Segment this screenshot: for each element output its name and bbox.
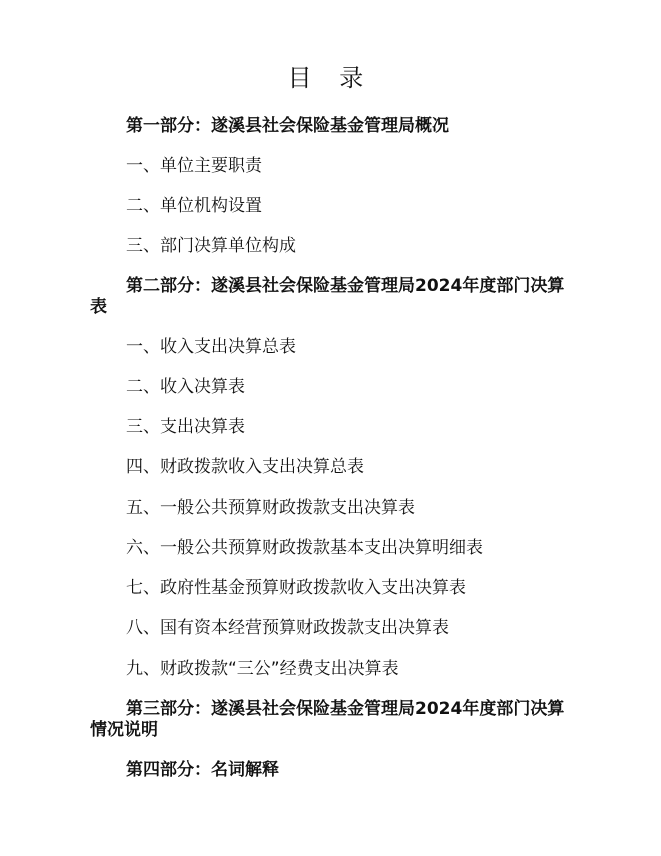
toc-item: 一、单位主要职责 [126,156,262,176]
toc-item: 一、收入支出决算总表 [126,337,296,357]
toc-item: 四、财政拨款收入支出决算总表 [126,457,364,477]
part-1-heading: 第一部分：遂溪县社会保险基金管理局概况 [126,116,449,136]
toc-item: 三、部门决算单位构成 [126,236,296,256]
toc-item: 二、单位机构设置 [126,196,262,216]
part-4-heading: 第四部分：名词解释 [126,760,279,780]
toc-item: 八、国有资本经营预算财政拨款支出决算表 [126,618,449,638]
toc-item: 二、收入决算表 [126,377,245,397]
toc-item: 七、政府性基金预算财政拨款收入支出决算表 [126,578,466,598]
toc-item: 五、一般公共预算财政拨款支出决算表 [126,498,415,518]
part-3-heading: 第三部分：遂溪县社会保险基金管理局2024年度部门决算情况说明 [90,699,565,740]
toc-item: 三、支出决算表 [126,417,245,437]
toc-item: 九、财政拨款“三公”经费支出决算表 [126,659,399,679]
part-2-heading: 第二部分：遂溪县社会保险基金管理局2024年度部门决算表 [90,276,565,317]
toc-item: 六、一般公共预算财政拨款基本支出决算明细表 [126,538,483,558]
toc-title: 目 录 [287,64,374,92]
